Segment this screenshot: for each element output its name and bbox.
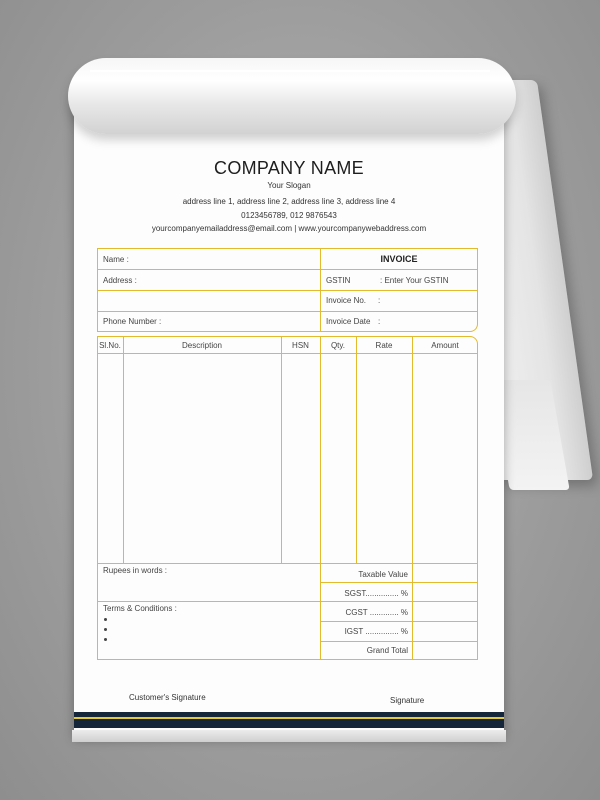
- invoice-date-separator: :: [378, 317, 381, 326]
- igst-label: IGST ............... %: [344, 627, 408, 636]
- column-header-description: Description: [181, 341, 222, 350]
- column-header-hsn: HSN: [292, 341, 309, 350]
- totals-divider: [320, 641, 478, 642]
- footer-bar: [74, 712, 504, 728]
- gstin-label: GSTIN: [326, 276, 351, 285]
- name-label: Name :: [103, 255, 129, 264]
- phone-label: Phone Number :: [103, 317, 162, 326]
- column-header-rate: Rate: [375, 341, 393, 350]
- invoice-title: INVOICE: [380, 254, 418, 264]
- column-divider: [412, 336, 413, 660]
- footer-stripe: [74, 717, 504, 719]
- bullet-point: [104, 628, 107, 631]
- bullet-point: [104, 618, 107, 621]
- footer-divider: [97, 563, 478, 564]
- company-slogan: Your Slogan: [267, 181, 311, 190]
- terms-divider: [97, 601, 478, 602]
- grand-total-label: Grand Total: [366, 646, 408, 655]
- divider: [97, 290, 478, 291]
- taxable-value-label: Taxable Value: [358, 570, 408, 579]
- customer-signature-label: Customer's Signature: [129, 693, 206, 702]
- totals-divider: [320, 582, 478, 583]
- address-label: Address :: [103, 276, 137, 285]
- table-header-divider: [97, 353, 478, 354]
- column-divider: [123, 336, 124, 563]
- pad-edge: [72, 730, 506, 742]
- authorized-signature-label: Signature: [390, 696, 425, 705]
- divider: [97, 311, 478, 312]
- invoice-number-separator: :: [378, 296, 381, 305]
- cgst-label: CGST ............. %: [345, 608, 408, 617]
- invoice-date-label: Invoice Date: [326, 317, 371, 326]
- column-divider: [356, 336, 357, 563]
- rupees-in-words-label: Rupees in words :: [103, 566, 168, 575]
- company-email-web: yourcompanyemailaddress@email.com | www.yourcompanywebaddress.com: [151, 224, 427, 233]
- invoice-number-label: Invoice No.: [326, 296, 367, 305]
- company-name: COMPANY NAME: [214, 158, 364, 178]
- gstin-value: : Enter Your GSTIN: [380, 276, 449, 285]
- company-address: address line 1, address line 2, address line 3, address line 4: [182, 197, 396, 206]
- divider: [97, 269, 478, 270]
- column-header-qty: Qty.: [330, 341, 346, 350]
- column-divider: [281, 336, 282, 563]
- sgst-label: SGST............... %: [344, 589, 408, 598]
- company-phone: 0123456789, 012 9876543: [241, 211, 337, 220]
- bullet-point: [104, 638, 107, 641]
- roll-highlight: [90, 70, 490, 72]
- totals-divider: [320, 621, 478, 622]
- terms-conditions-label: Terms & Conditions :: [103, 604, 177, 613]
- column-header-slno: Sl.No.: [99, 341, 121, 350]
- column-header-amount: Amount: [431, 341, 459, 350]
